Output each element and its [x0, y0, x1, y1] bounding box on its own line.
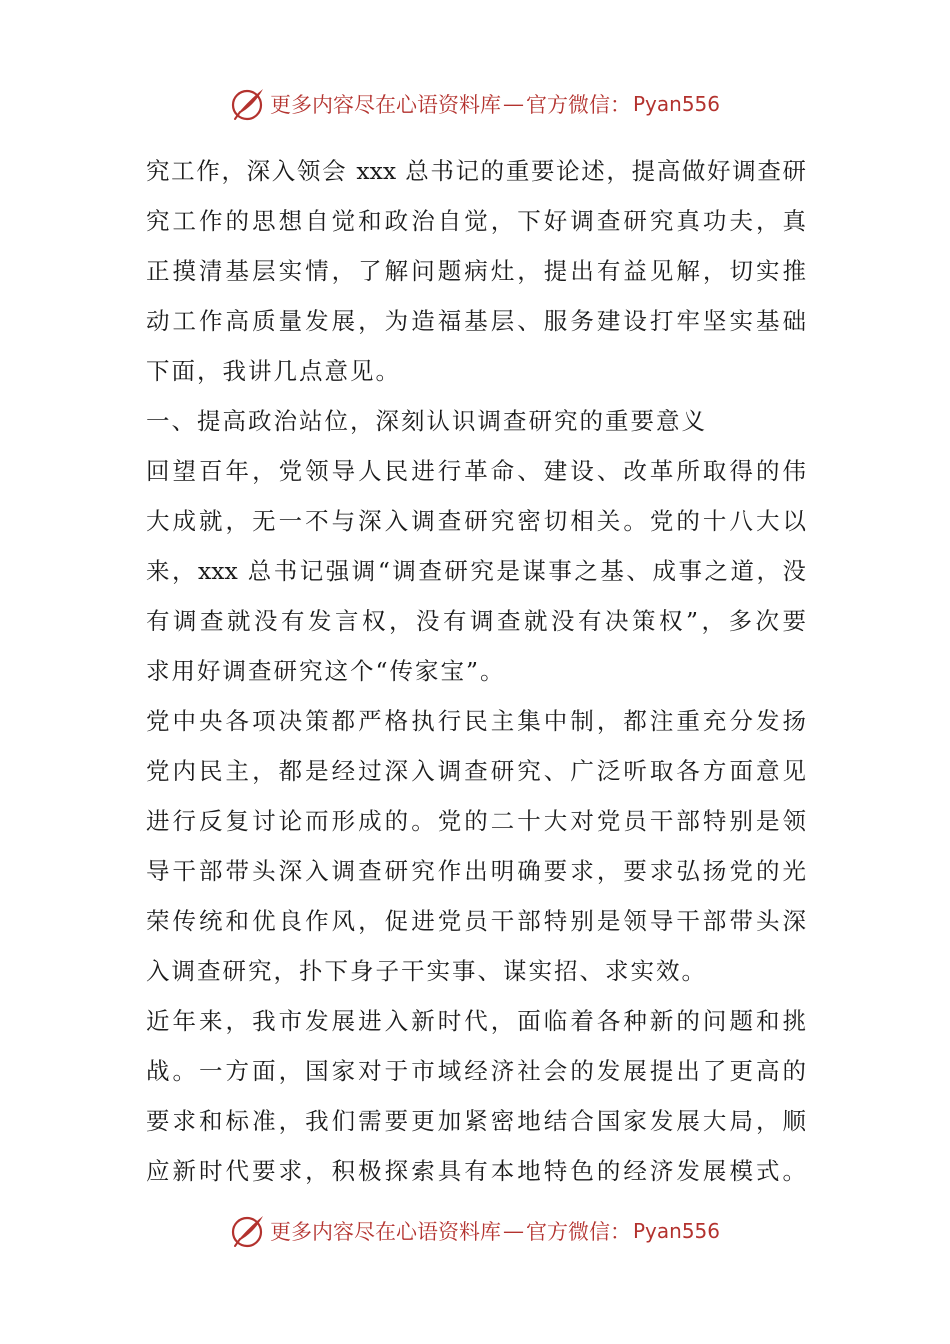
text-line: 导干部带头深入调查研究作出明确要求，要求弘扬党的光	[146, 857, 806, 885]
quill-pen-logo-icon	[230, 1213, 266, 1249]
text-line: 党中央各项决策都严格执行民主集中制，都注重充分发扬	[146, 707, 806, 735]
text-line: 近年来，我市发展进入新时代，面临着各种新的问题和挑	[146, 1007, 806, 1035]
banner-wechat-handle: Pyan556	[632, 92, 720, 116]
header-banner	[0, 84, 950, 124]
document-body	[146, 146, 806, 1196]
banner-wechat-label: 官方微信：	[525, 93, 631, 117]
text-line: 究工作的思想自觉和政治自觉，下好调查研究真功夫，真	[146, 207, 806, 235]
quill-pen-logo-icon	[230, 86, 266, 122]
text-line: 来，xxx 总书记强调“调查研究是谋事之基、成事之道，没	[146, 557, 806, 585]
banner-wechat-label: 官方微信：	[525, 1220, 631, 1244]
banner-dash: —	[502, 92, 524, 116]
text-line: 究工作，深入领会 xxx 总书记的重要论述，提高做好调查研	[146, 157, 806, 185]
text-line: 荣传统和优良作风，促进党员干部特别是领导干部带头深	[146, 907, 806, 935]
banner-dash: —	[502, 1219, 524, 1243]
text-line: 回望百年，党领导人民进行革命、建设、改革所取得的伟	[146, 457, 806, 485]
text-line: 一、提高政治站位，深刻认识调查研究的重要意义	[146, 407, 707, 435]
text-line: 进行反复讨论而形成的。党的二十大对党员干部特别是领	[146, 807, 806, 835]
banner-text: 更多内容尽在心语资料库	[269, 1220, 501, 1244]
banner-text: 更多内容尽在心语资料库	[269, 93, 501, 117]
text-line: 要求和标准，我们需要更加紧密地结合国家发展大局，顺	[146, 1107, 806, 1135]
footer-banner	[0, 1211, 950, 1251]
text-line: 党内民主，都是经过深入调查研究、广泛听取各方面意见	[146, 757, 806, 785]
banner-wechat-handle: Pyan556	[632, 1219, 720, 1243]
text-line: 动工作高质量发展，为造福基层、服务建设打牢坚实基础	[146, 307, 806, 335]
text-line: 下面，我讲几点意见。	[146, 357, 401, 385]
text-line: 战。一方面，国家对于市域经济社会的发展提出了更高的	[146, 1057, 806, 1085]
text-line: 有调查就没有发言权，没有调查就没有决策权”，多次要	[146, 607, 806, 635]
text-line: 大成就，无一不与深入调查研究密切相关。党的十八大以	[146, 507, 806, 535]
text-line: 正摸清基层实情，了解问题病灶，提出有益见解，切实推	[146, 257, 806, 285]
text-line: 应新时代要求，积极探索具有本地特色的经济发展模式。	[146, 1157, 806, 1185]
text-line: 入调查研究，扑下身子干实事、谋实招、求实效。	[146, 957, 707, 985]
text-line: 求用好调查研究这个“传家宝”。	[146, 657, 506, 685]
